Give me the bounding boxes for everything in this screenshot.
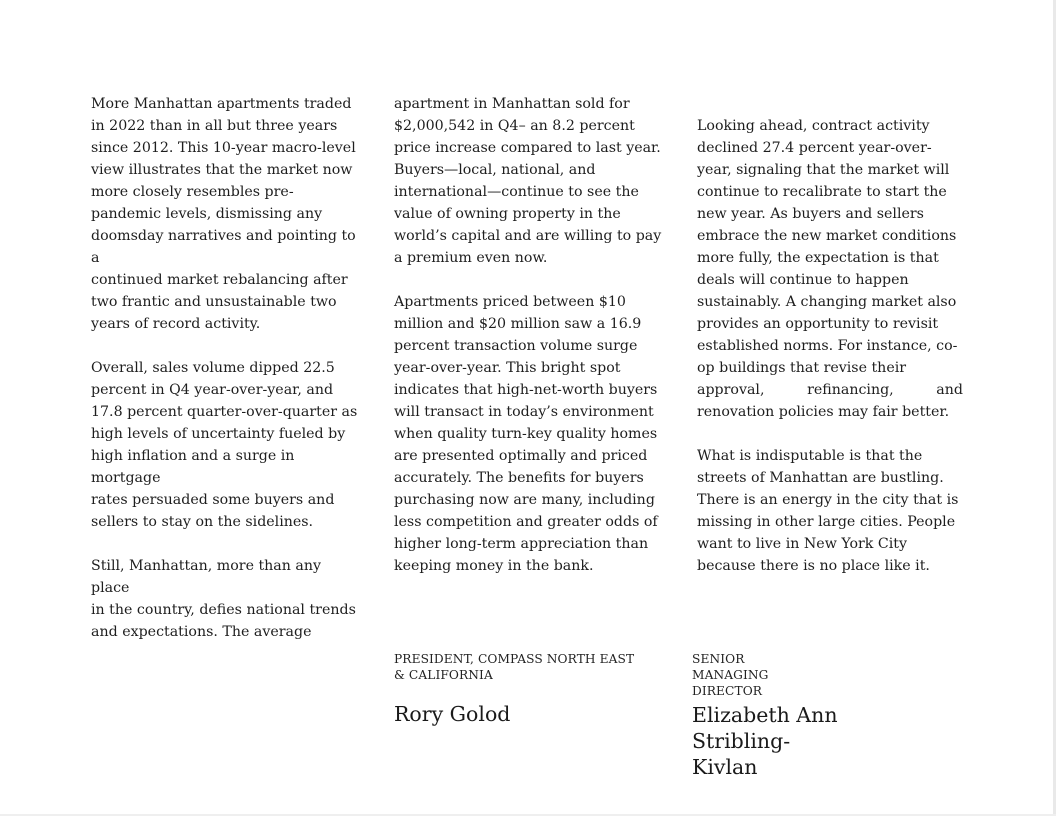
paragraph-sales-volume: Overall, sales volume dipped 22.5 percent in Q4 year-over-year, and 17.8 percent quarter-over-quarter as high levels of uncertainty fueled by high inflation and a surge in mortgage rates persuaded some buyers and sellers to stay on the sidelines. [91,360,358,530]
signature-title-president: PRESIDENT, COMPASS NORTH EAST & CALIFORNIA [394,652,635,682]
paragraph-manhattan-defies-trends: Still, Manhattan, more than any place in the country, defies national trends and expectations. The average [91,558,356,640]
text-column-1 [91,93,359,643]
paragraph-market-rebalancing: More Manhattan apartments traded in 2022 than in all but three years since 2012. This 10-year macro-level view illustrates that the market now more closely resembles pre- pandemic levels, dismissing any doomsday narratives and pointing to a continued market rebalancing after two frantic and unsustainable two years of record activity. [91,96,356,332]
signature-title-senior-managing-director: SENIOR MANAGING DIRECTOR [692,652,769,698]
paragraph-looking-ahead-justified-line: approval, refinancing, and [697,382,963,398]
signature-name-elizabeth-ann-stribling-kivlan: Elizabeth Ann Stribling- Kivlan [692,703,838,779]
paragraph-indisputable: What is indisputable is that the streets of Manhattan are bustling. There is an energy in the city that is missing in other large cities. People want to live in New York City because there is no place like it. [697,448,959,574]
text-column-3 [697,115,963,577]
paragraph-luxury-segment: Apartments priced between $10 million and $20 million saw a 16.9 percent transaction volume surge year-over-year. This bright spot indicates that high-net-worth buyers will transact in today’s environment when quality turn-key quality homes are presented optimally and priced accurately. The benefits for buyers purchasing now are many, including less competition and greater odds of higher long-term appreciation than keeping money in the bank. [394,294,658,574]
paragraph-average-price: apartment in Manhattan sold for $2,000,542 in Q4– an 8.2 percent price increase compared to last year. Buyers—local, national, and international—continue to see the value of owning property in the world’s capital and are willing to pay a premium even now. [394,96,662,266]
paragraph-looking-ahead [697,115,963,423]
paragraph-looking-ahead-lines: Looking ahead, contract activity declined 27.4 percent year-over- year, signaling that the market will continue to recalibrate to start the new year. As buyers and sellers embrace the new market conditions more fully, the expectation is that deals will continue to happen sustainably. A changing market also provides an opportunity to revisit established norms. For instance, co- op buildings that revise their [697,118,958,376]
text-column-2 [394,93,662,577]
paragraph-looking-ahead-last-line: renovation policies may fair better. [697,404,950,420]
signature-name-rory-golod: Rory Golod [394,702,511,726]
